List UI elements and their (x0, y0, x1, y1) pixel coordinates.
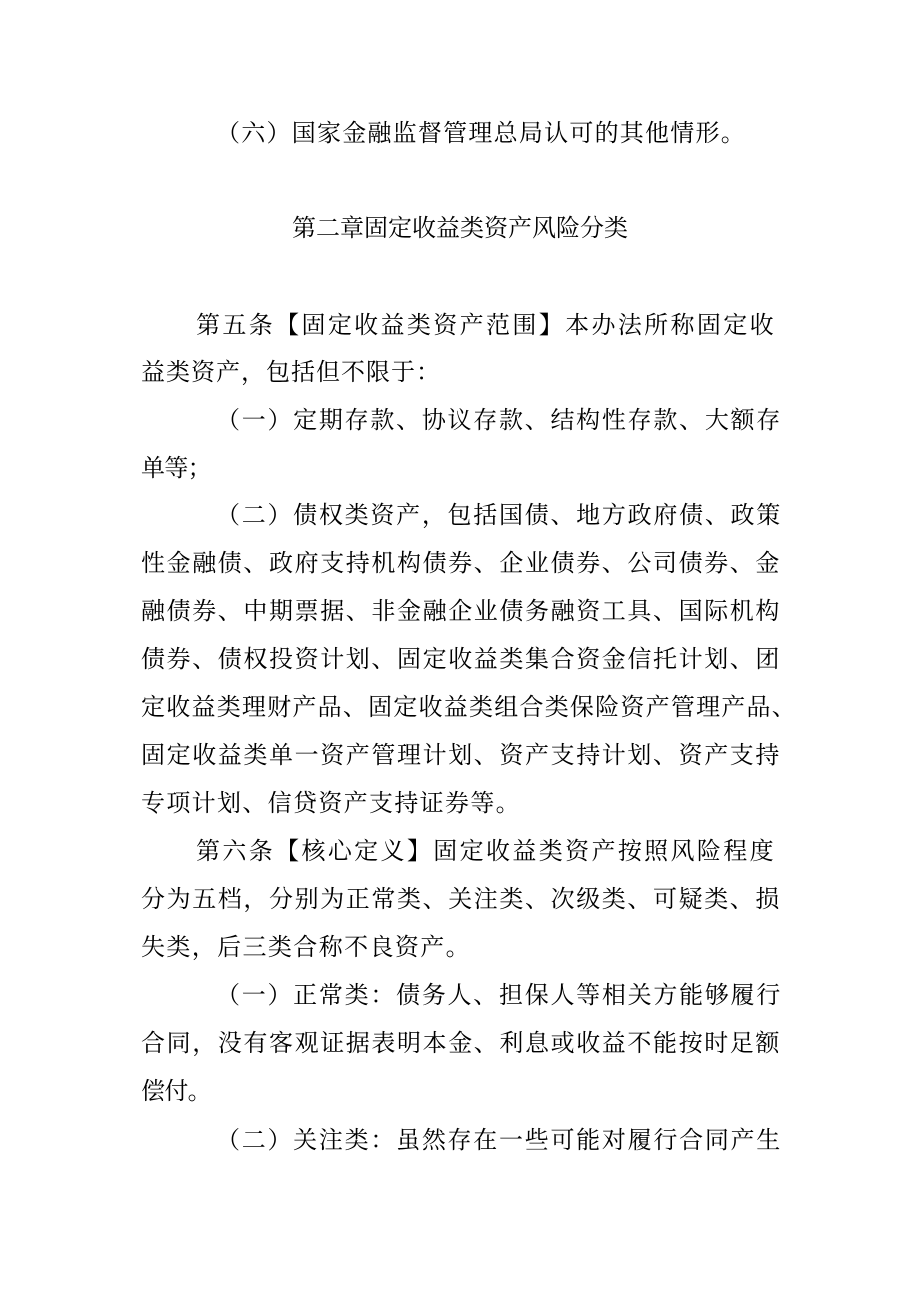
chapter-title: 第二章固定收益类资产风险分类 (292, 214, 628, 242)
paragraph-line: 失类，后三类合称不良资产。 (141, 933, 471, 961)
paragraph-line: 债券、债权投资计划、固定收益类集合资金信托计划、团 (141, 645, 781, 673)
paragraph-line: 分为五档，分别为正常类、关注类、次级类、可疑类、损 (141, 885, 781, 913)
paragraph-line: 合同，没有客观证据表明本金、利息或收益不能按时足额 (141, 1029, 781, 1057)
paragraph-line: （一）定期存款、协议存款、结构性存款、大额存 (216, 406, 782, 434)
paragraph-line: （六）国家金融监督管理总局认可的其他情形。 (216, 119, 746, 147)
paragraph-line: 融债券、中期票据、非金融企业债务融资工具、国际机构 (141, 597, 781, 625)
article-6-line: 第六条【核心定义】固定收益类资产按照风险程度 (196, 837, 776, 865)
paragraph-line: 固定收益类单一资产管理计划、资产支持计划、资产支持 (141, 741, 781, 769)
paragraph-line: 性金融债、政府支持机构债券、企业债券、公司债券、金 (141, 549, 781, 577)
paragraph-line: （二）关注类：虽然存在一些可能对履行合同产生 (216, 1126, 782, 1154)
paragraph-line: （二）债权类资产，包括国债、地方政府债、政策 (216, 501, 782, 529)
paragraph-line: 单等； (141, 454, 211, 482)
paragraph-line: 益类资产，包括但不限于： (141, 358, 441, 386)
article-5-line: 第五条【固定收益类资产范围】本办法所称固定收 (196, 311, 776, 339)
paragraph-line: 定收益类理财产品、固定收益类组合类保险资产管理产品、 (141, 693, 797, 721)
paragraph-line: 专项计划、信贷资产支持证券等。 (141, 789, 521, 817)
paragraph-line: 偿付。 (141, 1077, 211, 1105)
paragraph-line: （一）正常类：债务人、担保人等相关方能够履行 (216, 981, 782, 1009)
